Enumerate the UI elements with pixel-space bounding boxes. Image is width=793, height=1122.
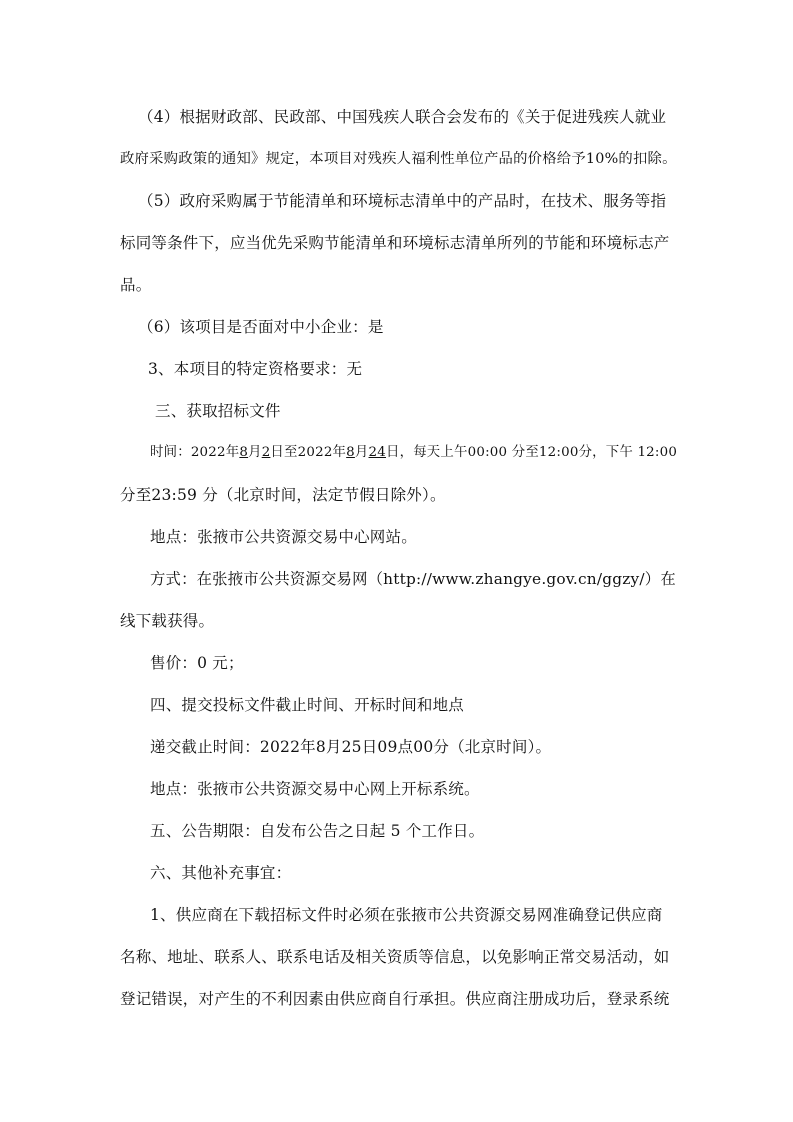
paragraph-line-3: （5）政府采购属于节能清单和环境标志清单中的产品时，在技术、服务等指 — [138, 192, 667, 210]
paragraph-line-20: 1、供应商在下载招标文件时必须在张掖市公共资源交易网准确登记供应商 — [150, 906, 663, 924]
paragraph-line-22: 登记错误，对产生的不利因素由供应商自行承担。供应商注册成功后，登录系统 — [120, 990, 670, 1008]
end-day: 24 — [368, 445, 386, 460]
time-line — [150, 442, 677, 464]
deadline-line: 递交截止时间：2022年8月25日09点00分（北京时间）。 — [150, 738, 552, 756]
price-line: 售价：0 元； — [150, 654, 244, 672]
start-month: 8 — [239, 445, 249, 460]
section-heading-3: 三、获取招标文件 — [155, 402, 281, 420]
end-month: 8 — [346, 445, 355, 460]
paragraph-line-1: （4）根据财政部、民政部、中国残疾人联合会发布的《关于促进残疾人就业 — [138, 108, 667, 126]
time-suffix: 日，每天上午00:00 分至12:00分，下午 12:00 — [385, 445, 678, 460]
time-prefix: 时间：2022年 — [150, 445, 240, 460]
section-heading-6: 六、其他补充事宜： — [150, 864, 292, 882]
paragraph-line-7: 3、本项目的特定资格要求：无 — [148, 360, 363, 378]
paragraph-line-4: 标同等条件下，应当优先采购节能清单和环境标志清单所列的节能和环境标志产 — [120, 234, 670, 252]
opening-location-line: 地点：张掖市公共资源交易中心网上开标系统。 — [150, 780, 480, 798]
location-line: 地点：张掖市公共资源交易中心网站。 — [150, 528, 417, 546]
paragraph-line-6: （6）该项目是否面对中小企业：是 — [138, 318, 384, 336]
paragraph-line-2: 政府采购政策的通知》规定，本项目对残疾人福利性单位产品的价格给予10%的扣除。 — [120, 151, 677, 167]
paragraph-line-10: 分至23:59 分（北京时间，法定节假日除外）。 — [120, 486, 446, 504]
time-mid-1: 月 — [248, 445, 262, 460]
section-heading-4: 四、提交投标文件截止时间、开标时间和地点 — [150, 696, 465, 714]
paragraph-line-21: 名称、地址、联系人、联系电话及相关资质等信息，以免影响正常交易活动，如 — [120, 948, 670, 966]
start-day: 2 — [261, 445, 271, 460]
paragraph-line-13: 线下载获得。 — [120, 612, 215, 630]
paragraph-line-5: 品。 — [120, 276, 152, 294]
section-heading-5: 五、公告期限：自发布公告之日起 5 个工作日。 — [150, 822, 485, 840]
time-mid-2: 日至2022年 — [270, 445, 347, 460]
method-line: 方式：在张掖市公共资源交易网（http://www.zhangye.gov.cn/ggzy/）在 — [150, 570, 676, 588]
time-mid-3: 月 — [354, 445, 369, 460]
